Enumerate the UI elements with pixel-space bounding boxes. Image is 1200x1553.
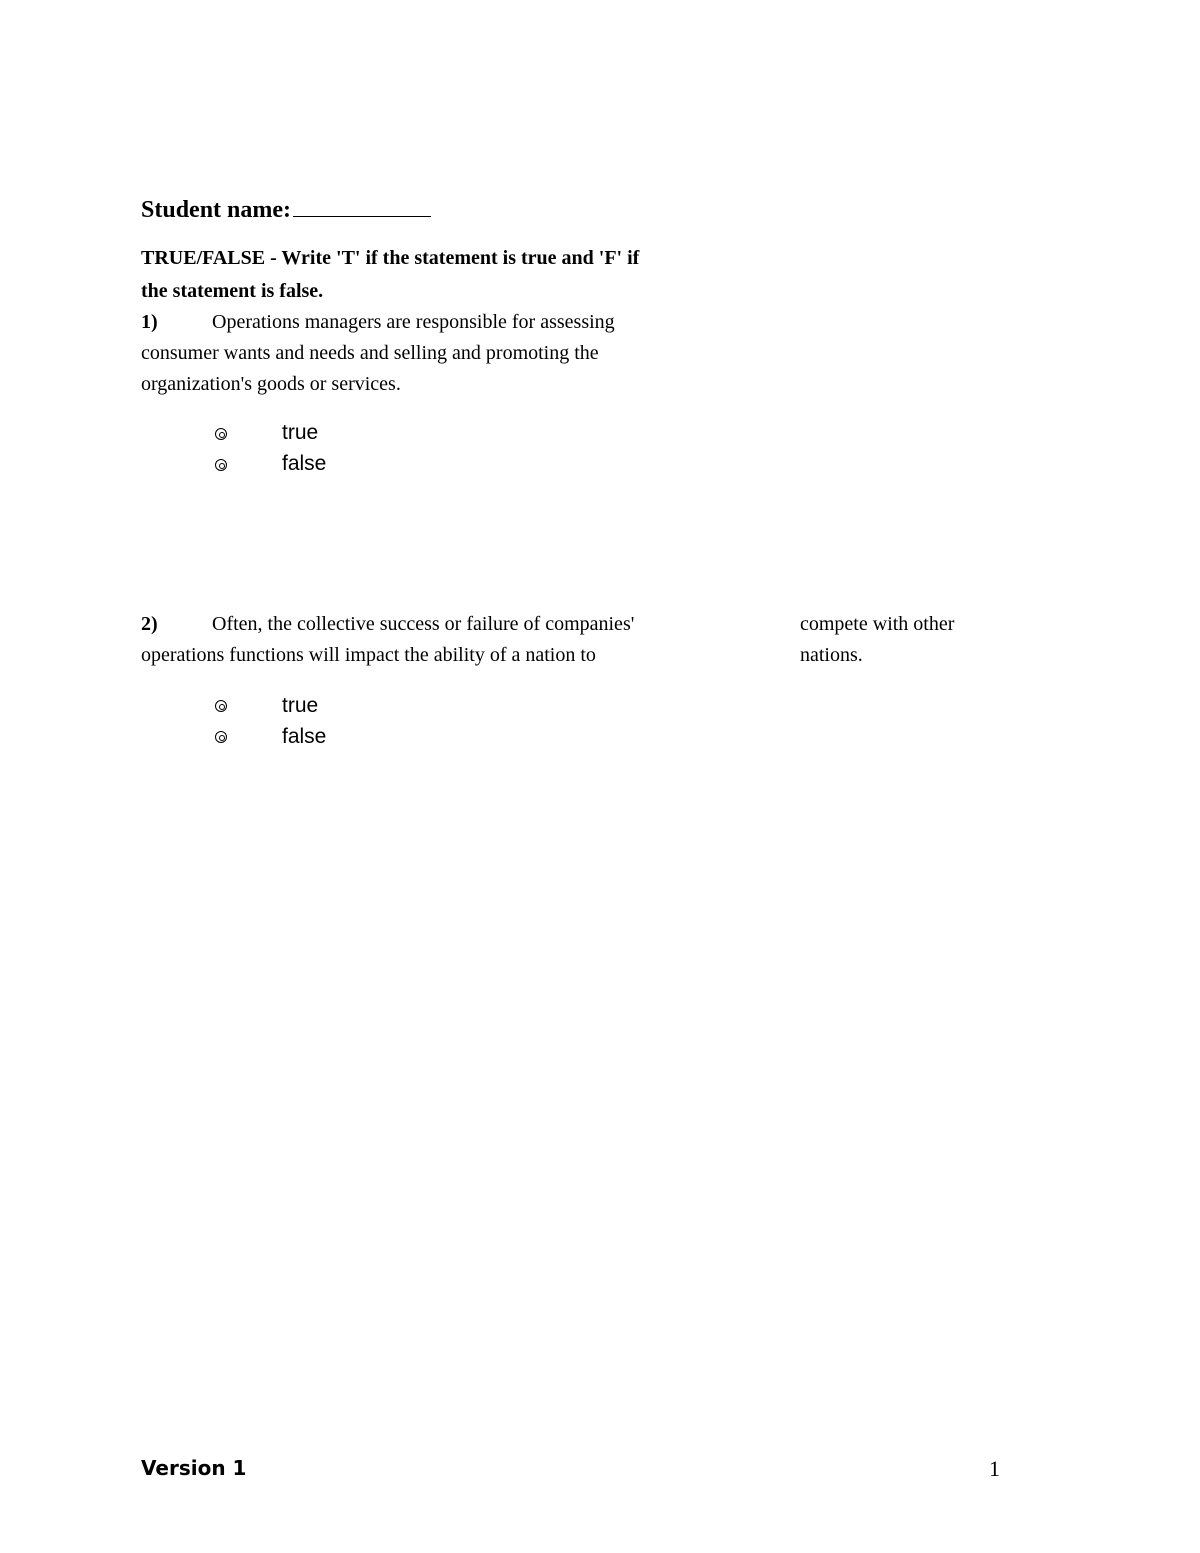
question-1-line-1: Operations managers are responsible for assessing	[212, 311, 615, 333]
question-2-left-line-2: operations functions will impact the ability of a nation to	[141, 644, 596, 666]
question-2-true-label: true	[282, 694, 319, 717]
question-2-true-radio-icon[interactable]	[215, 700, 227, 712]
question-2-number: 2)	[141, 613, 158, 635]
question-2-right-line-2: nations.	[800, 644, 863, 666]
student-name-row	[141, 194, 431, 224]
question-1-true-radio-icon[interactable]	[215, 428, 227, 440]
question-1-true-label: true	[282, 421, 319, 444]
footer-page-number: 1	[989, 1456, 1000, 1481]
question-1-false-label: false	[282, 452, 327, 475]
question-1-number: 1)	[141, 311, 158, 333]
question-2-false-label: false	[282, 725, 327, 748]
footer-version: Version 1	[141, 1456, 247, 1480]
question-2-right-line-1: compete with other	[800, 613, 955, 635]
question-2-false-radio-icon[interactable]	[215, 731, 227, 743]
question-1-line-3: organization's goods or services.	[141, 373, 401, 395]
question-1-line-2: consumer wants and needs and selling and promoting the	[141, 342, 599, 364]
question-1-false-radio-icon[interactable]	[215, 459, 227, 471]
instructions-line-2: the statement is false.	[141, 280, 324, 302]
student-name-label: Student name:	[141, 197, 292, 223]
student-name-blank[interactable]	[293, 194, 431, 217]
question-2-left-line-1: Often, the collective success or failure of companies'	[212, 613, 635, 635]
instructions-line-1: TRUE/FALSE - Write 'T' if the statement is true and 'F' if	[141, 247, 640, 269]
